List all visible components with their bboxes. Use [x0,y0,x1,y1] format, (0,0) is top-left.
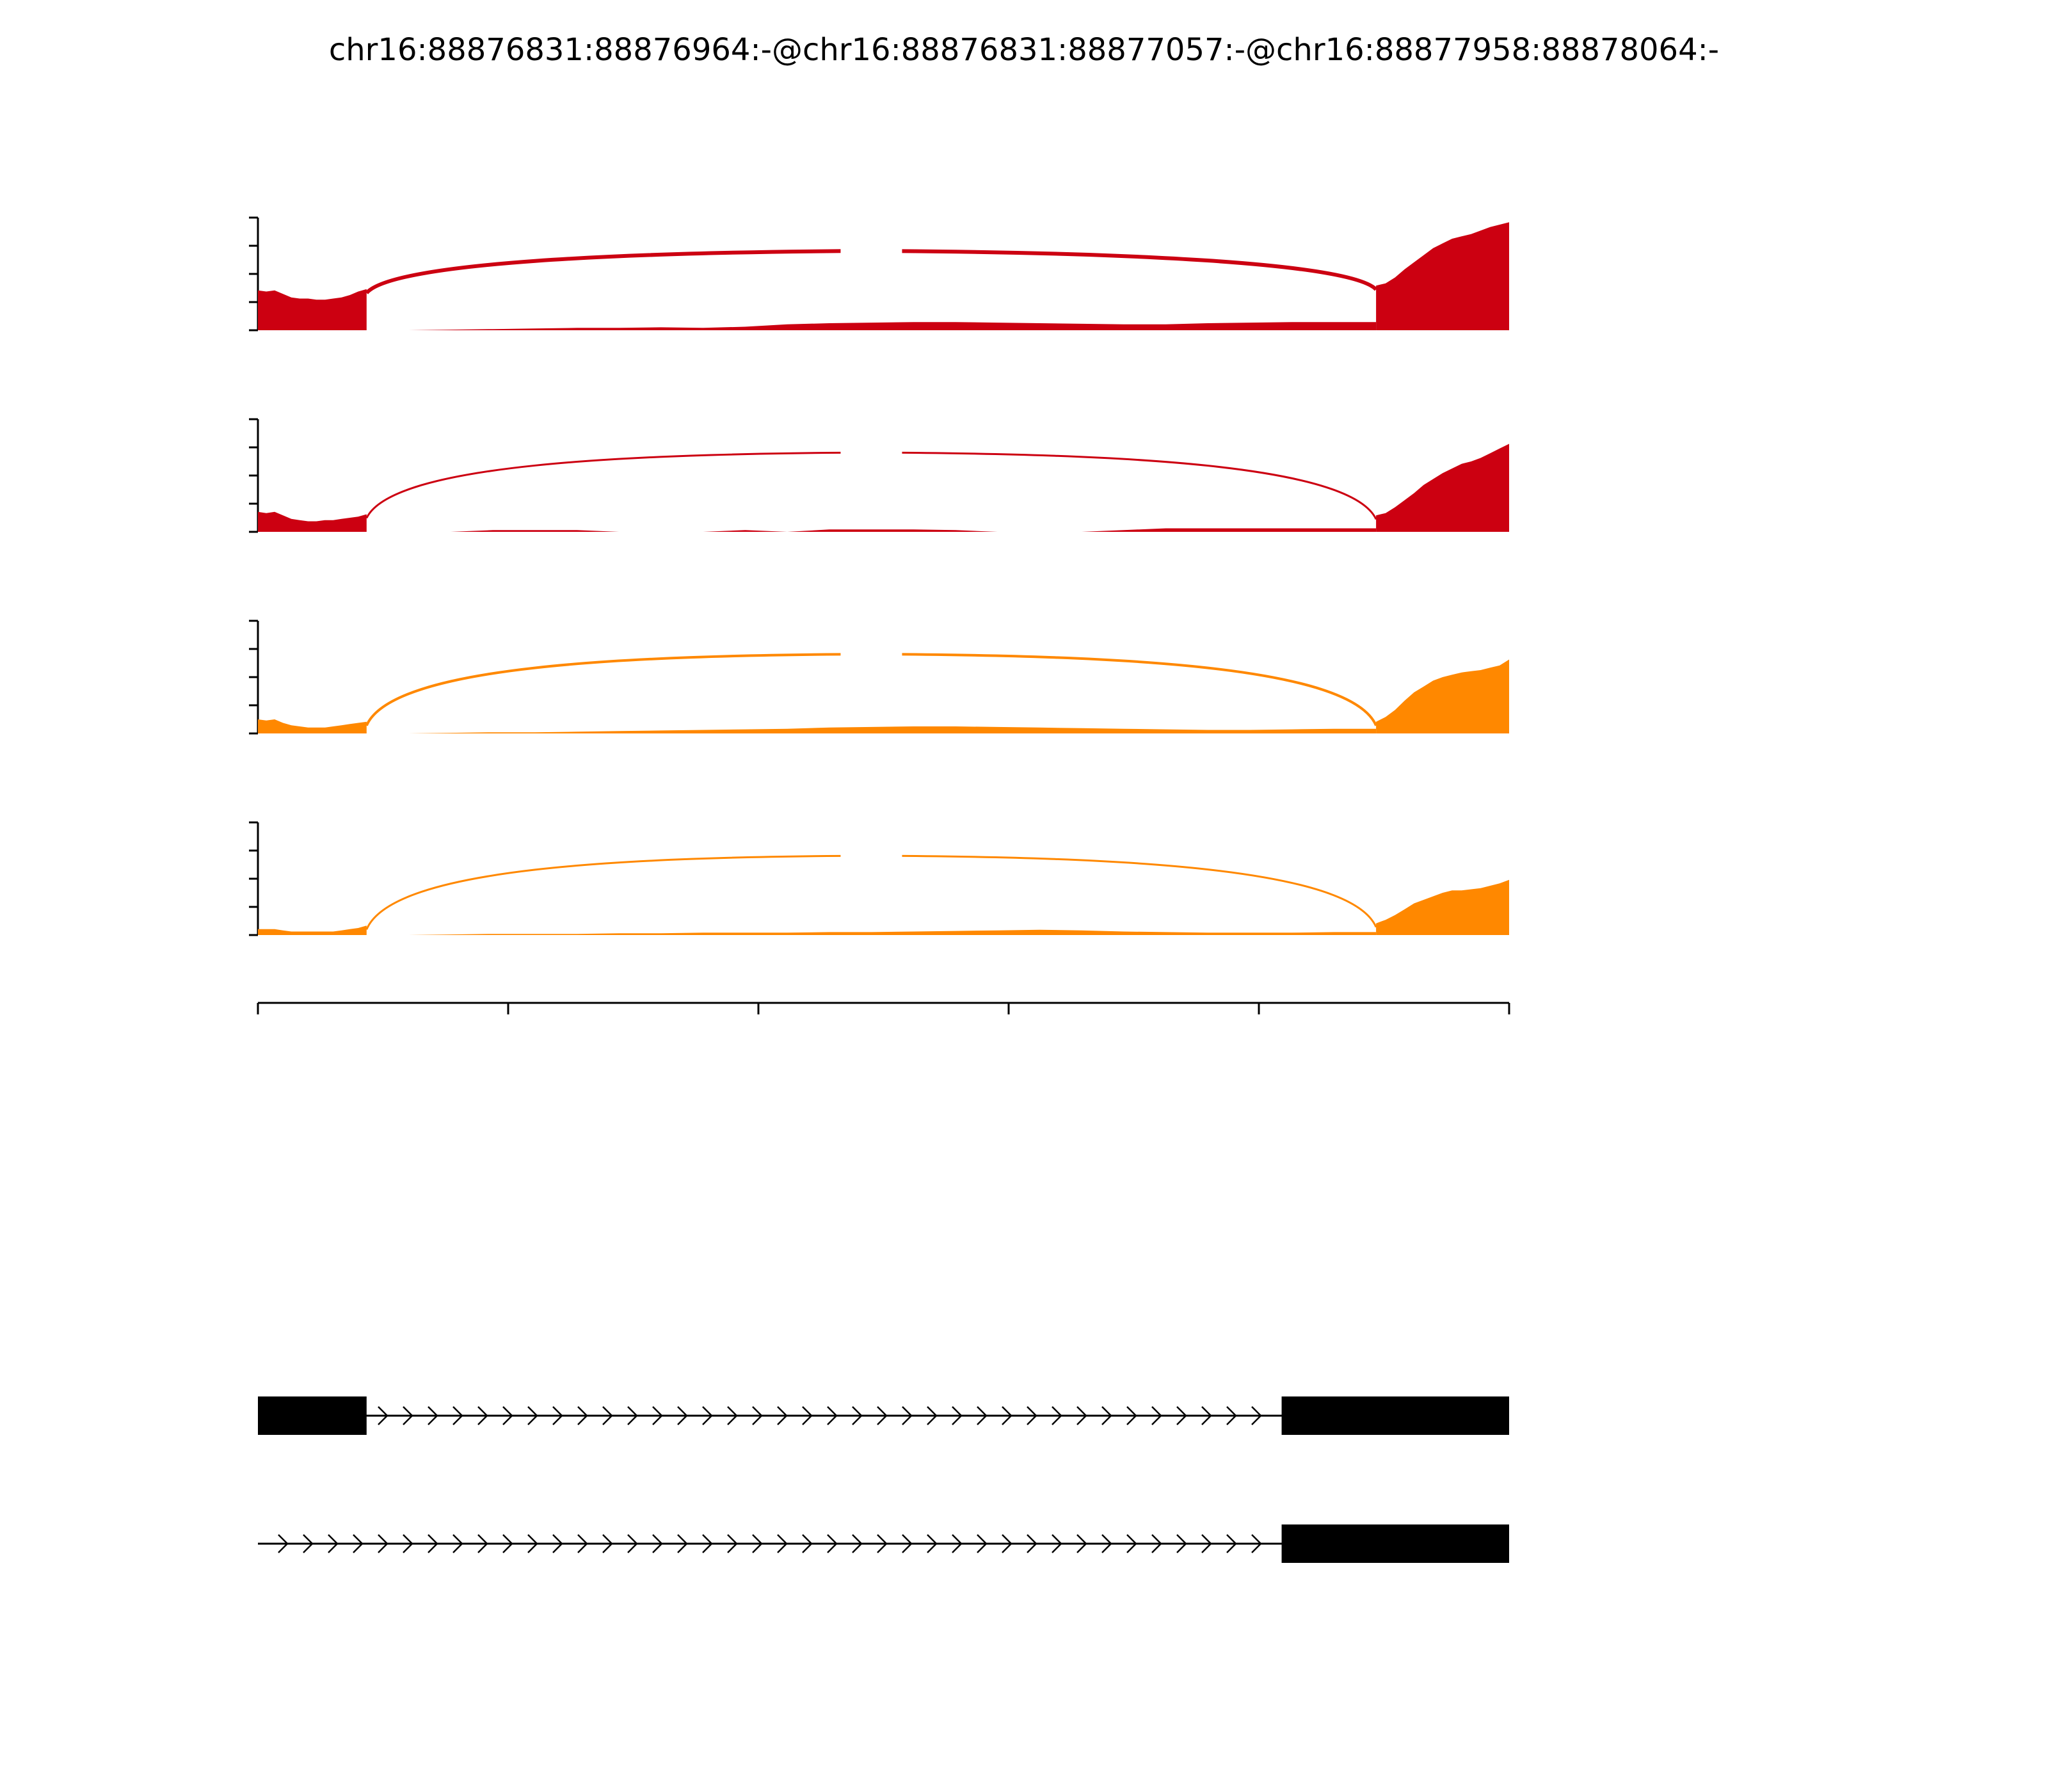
junction-count-box [840,840,902,868]
junction-count-box [840,639,902,667]
exon-block [258,1396,367,1435]
junction-count-box [840,236,902,264]
exon-block [1282,1524,1509,1563]
junction-count-box [840,437,902,465]
exon-block [1282,1396,1509,1435]
figure-title: chr16:88876831:88876964:-@chr16:88876831:88877057:-@chr16:88877958:88878064:- [328,32,1720,68]
